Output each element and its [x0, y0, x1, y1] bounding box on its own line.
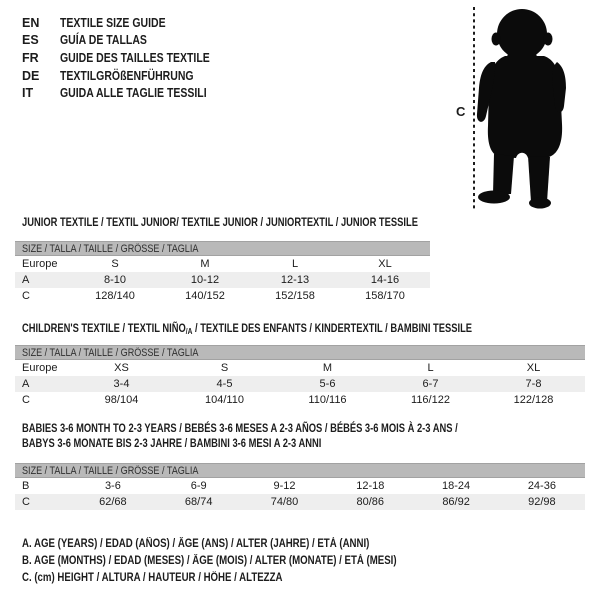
- language-title: TEXTILGRÖßENFÜHRUNG: [60, 68, 194, 83]
- cell: 62/68: [99, 496, 127, 508]
- cell: 158/170: [365, 290, 405, 302]
- language-code: FR: [22, 50, 39, 65]
- cell: 116/122: [411, 394, 450, 406]
- table-row: [15, 272, 430, 288]
- cell: 68/74: [184, 496, 213, 508]
- baby-silhouette-icon: [465, 4, 585, 216]
- table-row: [15, 360, 585, 376]
- table-row: [15, 494, 585, 510]
- babies-textile-section: [15, 421, 585, 510]
- size-header-bar: [15, 463, 585, 478]
- cell: S: [111, 258, 119, 270]
- language-title: TEXTILE SIZE GUIDE: [60, 15, 166, 30]
- size-header-label: SIZE / TALLA / TAILLE / GRÖSSE / TAGLIA: [22, 346, 199, 359]
- note-b: B. AGE (MONTHS) / EDAD (MESES) / ÂGE (MOIS) / ALTER (MONATE) / ETÀ (MESI): [22, 555, 397, 567]
- children-section-title: CHILDREN'S TEXTILE / TEXTIL $NIÑO_{/A}$ / TEXTILE DES ENFANTS / KINDERTEXTIL / BAMBINI TESSILE: [22, 321, 473, 336]
- junior-textile-section: [15, 215, 430, 304]
- cell: L: [291, 258, 299, 270]
- language-row-fr: [22, 49, 238, 67]
- title-subscript: /A: [185, 326, 193, 336]
- language-code: EN: [22, 15, 40, 30]
- cell: 7-8: [525, 378, 542, 390]
- cell: 3-4: [113, 378, 130, 390]
- cell: 80/86: [356, 496, 385, 508]
- height-marker-label: C: [456, 104, 466, 119]
- note-c: C. (cm) HEIGHT / ALTURA / HAUTEUR / HÖHE / ALTEZZA: [22, 572, 283, 584]
- babies-section-title: BABIES 3-6 MONTH TO 2-3 YEARS / BEBÉS 3-6 MESES A 2-3 AÑOS / BÉBÉS 3-6 MOIS À 2-3 ANS / BABYS 3-6 MONATE BIS 2-3 JAHRE / BAMBINI 3-6 MESI A 2-3 ANNI: [22, 421, 458, 450]
- language-title: GUIDE DES TAILLES TEXTILE: [60, 50, 210, 65]
- cell: L: [427, 362, 434, 374]
- legend-notes: [22, 536, 468, 587]
- cell: S: [220, 362, 229, 374]
- cell: XL: [378, 258, 392, 270]
- language-row-it: [22, 84, 238, 102]
- language-list: [22, 14, 238, 102]
- language-row-en: [22, 14, 238, 32]
- size-header-bar: [15, 241, 430, 256]
- row-label: C: [22, 394, 30, 406]
- cell: XL: [526, 362, 541, 374]
- cell: 92/98: [528, 496, 556, 508]
- table-row: [15, 392, 585, 408]
- row-label: A: [22, 274, 30, 286]
- row-label: C: [22, 290, 30, 302]
- cell: 9-12: [273, 480, 296, 492]
- cell: 10-12: [190, 274, 220, 286]
- cell: 24-36: [527, 480, 556, 492]
- cell: M: [322, 362, 333, 374]
- cell: 128/140: [95, 290, 135, 302]
- cell: 8-10: [103, 274, 127, 286]
- baby-figure: [456, 4, 589, 218]
- language-code: ES: [22, 33, 39, 48]
- note-a: A. AGE (YEARS) / EDAD (AÑOS) / ÂGE (ANS) / ALTER (JAHRE) / ETÀ (ANNI): [22, 538, 370, 550]
- cell: XS: [114, 362, 129, 374]
- row-label: A: [22, 378, 30, 390]
- row-label: Europe: [22, 362, 58, 374]
- cell: 5-6: [319, 378, 336, 390]
- size-header-bar: [15, 345, 585, 360]
- cell: 3-6: [104, 480, 121, 492]
- row-label: C: [22, 496, 30, 508]
- table-row: [15, 288, 430, 304]
- table-row: [15, 478, 585, 494]
- cell: M: [200, 258, 210, 270]
- size-header-label: SIZE / TALLA / TAILLE / GRÖSSE / TAGLIA: [22, 242, 199, 255]
- size-header-label: SIZE / TALLA / TAILLE / GRÖSSE / TAGLIA: [22, 464, 199, 477]
- language-code: IT: [22, 86, 34, 101]
- cell: 12-18: [356, 480, 385, 492]
- children-textile-section: [15, 321, 585, 408]
- cell: 6-7: [422, 378, 439, 390]
- language-row-de: [22, 67, 238, 85]
- language-row-es: [22, 32, 238, 50]
- junior-section-title: JUNIOR TEXTILE / TEXTIL JUNIOR/ TEXTILE JUNIOR / JUNIORTEXTIL / JUNIOR TESSILE: [22, 215, 418, 229]
- cell: 12-13: [280, 274, 310, 286]
- language-title: GUIDA ALLE TAGLIE TESSILI: [60, 86, 207, 101]
- cell: 140/152: [185, 290, 225, 302]
- cell: 152/158: [275, 290, 315, 302]
- language-code: DE: [22, 68, 40, 83]
- cell: 74/80: [270, 496, 299, 508]
- table-row: [15, 256, 430, 272]
- row-label: Europe: [22, 258, 58, 270]
- cell: 98/104: [104, 394, 139, 406]
- cell: 14-16: [370, 274, 400, 286]
- cell: 18-24: [442, 480, 471, 492]
- cell: 86/92: [442, 496, 470, 508]
- cell: 110/116: [308, 394, 347, 406]
- row-label: B: [22, 480, 30, 492]
- table-row: [15, 376, 585, 392]
- cell: 6-9: [190, 480, 207, 492]
- language-title: GUÍA DE TALLAS: [60, 33, 147, 48]
- cell: 104/110: [205, 394, 244, 406]
- cell: 4-5: [216, 378, 233, 390]
- cell: 122/128: [513, 394, 554, 406]
